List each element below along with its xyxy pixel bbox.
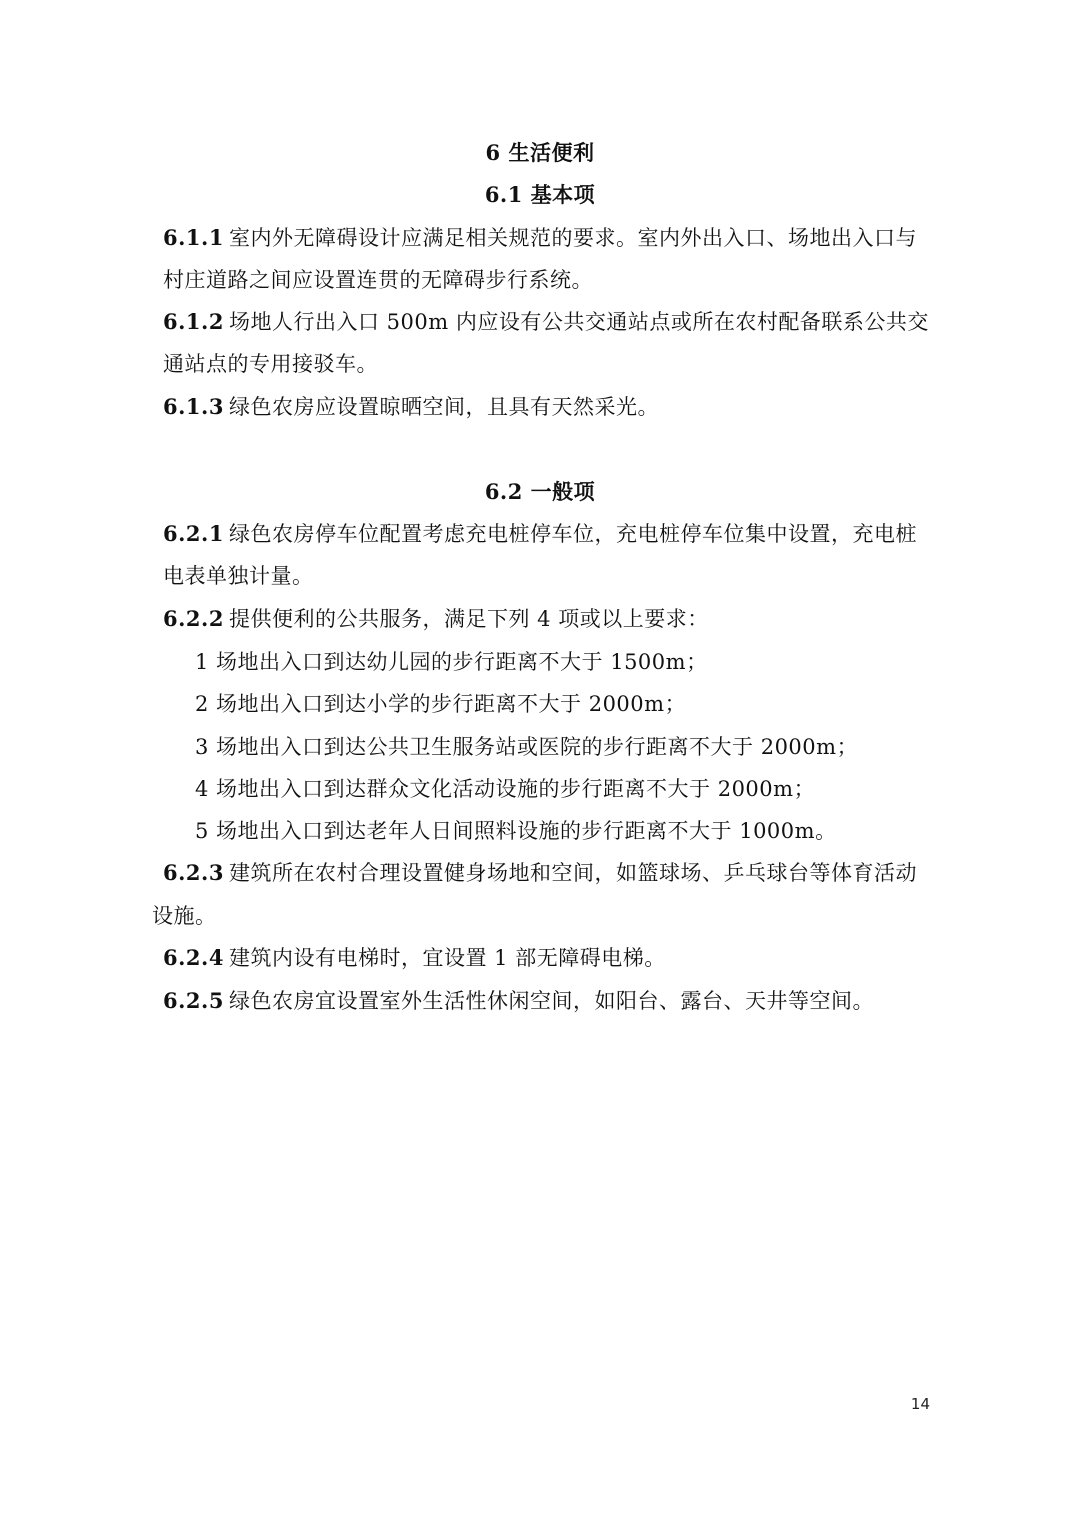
clause-text: 绿色农房停车位配置考虑充电桩停车位，充电桩停车位集中设置，充电桩: [229, 522, 917, 546]
list-item: 5 场地出入口到达老年人日间照料设施的步行距离不大于 1000m。: [195, 819, 837, 843]
clause-6-2-1-cont: 电表单独计量。: [163, 564, 314, 588]
clause-6-2-4: [163, 943, 666, 973]
clause-6-2-1: [163, 519, 917, 549]
clause-text: 建筑所在农村合理设置健身场地和空间，如篮球场、乒乓球台等体育活动: [229, 861, 917, 885]
clause-6-2-3-cont: 设施。: [152, 904, 217, 928]
clause-number: 6.2.4: [163, 945, 224, 970]
clause-text: 建筑内设有电梯时，宜设置 1 部无障碍电梯。: [229, 946, 666, 970]
list-item: 3 场地出入口到达公共卫生服务站或医院的步行距离不大于 2000m；: [195, 735, 859, 759]
clause-text: 绿色农房应设置晾晒空间，且具有天然采光。: [229, 395, 659, 419]
section-title-6-2: 6.2 一般项: [484, 479, 596, 504]
chapter-title: 6 生活便利: [485, 140, 595, 165]
clause-6-1-2-cont: 通站点的专用接驳车。: [163, 352, 378, 376]
clause-number: 6.1.1: [163, 225, 224, 250]
page-number: 14: [910, 1395, 930, 1413]
clause-6-2-5: [163, 986, 874, 1016]
list-item: 4 场地出入口到达群众文化活动设施的步行距离不大于 2000m；: [195, 777, 816, 801]
clause-6-2-3: [163, 858, 917, 888]
list-item: 1 场地出入口到达幼儿园的步行距离不大于 1500m；: [195, 650, 708, 674]
clause-number: 6.2.3: [163, 860, 224, 885]
clause-number: 6.2.5: [163, 988, 224, 1013]
clause-text: 场地人行出入口 500m 内应设有公共交通站点或所在农村配备联系公共交: [229, 310, 929, 334]
clause-number: 6.2.1: [163, 521, 224, 546]
clause-6-2-2: [163, 604, 709, 634]
clause-number: 6.1.3: [163, 394, 224, 419]
clause-6-1-3: [163, 392, 659, 422]
clause-6-1-1-cont: 村庄道路之间应设置连贯的无障碍步行系统。: [163, 268, 593, 292]
clause-6-1-2: [163, 307, 929, 337]
clause-number: 6.1.2: [163, 309, 224, 334]
clause-text: 提供便利的公共服务，满足下列 4 项或以上要求：: [229, 607, 709, 631]
clause-text: 室内外无障碍设计应满足相关规范的要求。室内外出入口、场地出入口与: [229, 226, 917, 250]
list-item: 2 场地出入口到达小学的步行距离不大于 2000m；: [195, 692, 687, 716]
clause-text: 绿色农房宜设置室外生活性休闲空间，如阳台、露台、天井等空间。: [229, 989, 874, 1013]
clause-number: 6.2.2: [163, 606, 224, 631]
section-title-6-1: 6.1 基本项: [484, 182, 596, 207]
clause-6-1-1: [163, 223, 917, 253]
